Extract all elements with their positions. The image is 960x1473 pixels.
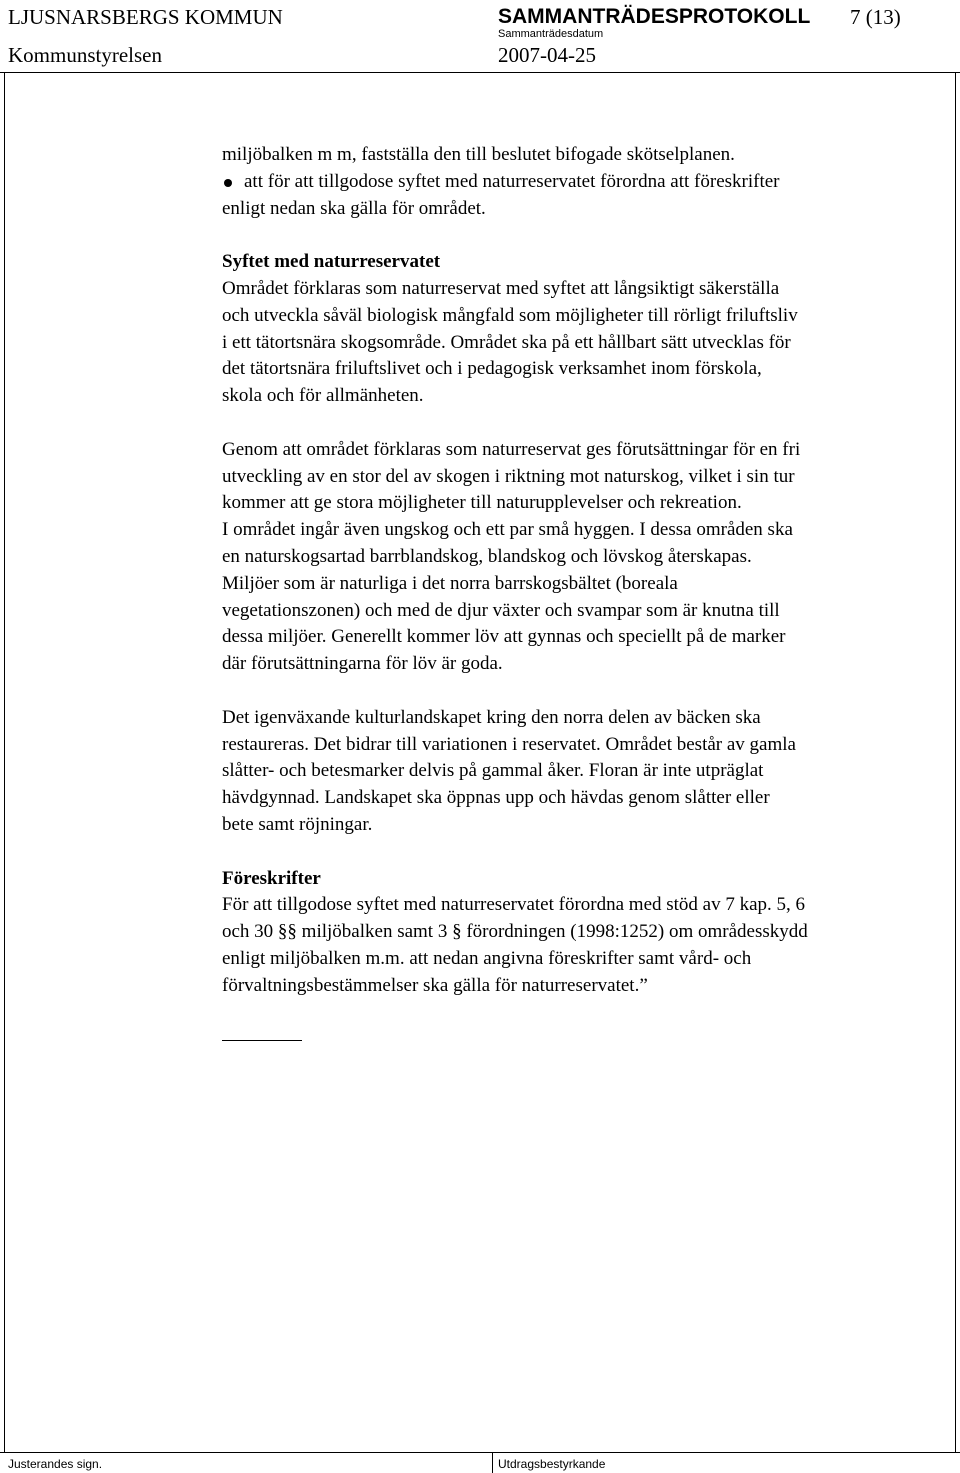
paragraph-line: Det igenväxande kulturlandskapet kring den norra delen av bäcken ska bbox=[222, 706, 761, 728]
bullet-text: att för att tillgodose syftet med naturreservatet förordna att föreskrifter bbox=[244, 170, 780, 192]
footer-separator bbox=[492, 1452, 493, 1473]
header-divider bbox=[0, 72, 960, 73]
section-heading-regulations: Föreskrifter bbox=[222, 867, 321, 889]
purpose-line: skola och för allmänheten. bbox=[222, 385, 424, 407]
section-heading-purpose: Syftet med naturreservatet bbox=[222, 251, 441, 273]
meeting-date: 2007-04-25 bbox=[498, 43, 596, 67]
paragraph-line: utveckling av en stor del av skogen i riktning mot naturskog, vilket i sin tur bbox=[222, 465, 795, 487]
end-of-section-rule bbox=[222, 1040, 302, 1041]
regulations-line: enligt miljöbalken m.m. att nedan angivna föreskrifter samt vård- och bbox=[222, 947, 752, 969]
footer-divider bbox=[0, 1452, 960, 1453]
signature-label: Justerandes sign. bbox=[8, 1457, 103, 1471]
paragraph-line: I området ingår även ungskog och ett par små hyggen. I dessa områden ska bbox=[222, 519, 793, 541]
paragraph-line: Genom att området förklaras som naturreservat ges förutsättningar för en fri bbox=[222, 438, 801, 460]
purpose-line: Området förklaras som naturreservat med syftet att långsiktigt säkerställa bbox=[222, 277, 780, 299]
purpose-line: det tätortsnära friluftslivet och i pedagogisk verksamhet inom förskola, bbox=[222, 358, 762, 380]
intro-line: miljöbalken m m, fastställa den till beslutet bifogade skötselplanen. bbox=[222, 144, 735, 165]
regulations-line: För att tillgodose syftet med naturreservatet förordna med stöd av 7 kap. 5, 6 bbox=[222, 894, 806, 916]
paragraph-line: dessa miljöer. Generellt kommer löv att gynnas och speciellt på de marker bbox=[222, 626, 786, 648]
organization-name: LJUSNARSBERGS KOMMUN bbox=[8, 5, 283, 29]
paragraph-line: en naturskogsartad barrblandskog, blandskog och lövskog återskapas. bbox=[222, 545, 752, 567]
bullet-icon bbox=[224, 179, 232, 187]
paragraph-line: slåtter- och betesmarker delvis på gammal åker. Floran är inte utpräglat bbox=[222, 760, 764, 782]
right-margin-line bbox=[955, 72, 956, 1452]
left-margin-line bbox=[4, 72, 5, 1452]
document-type: SAMMANTRÄDESPROTOKOLL bbox=[498, 5, 811, 28]
paragraph-line: restaureras. Det bidrar till variationen i reservatet. Området består av gamla bbox=[222, 733, 796, 755]
regulations-line: förvaltningsbestämmelser ska gälla för naturreservatet.” bbox=[222, 974, 648, 996]
purpose-line: och utveckla såväl biologisk mångfald som möjligheter till rörligt friluftsliv bbox=[222, 304, 798, 326]
paragraph-line: vegetationszonen) och med de djur växter och svampar som är knutna till bbox=[222, 599, 780, 621]
bullet-item bbox=[222, 169, 942, 196]
purpose-line: i ett tätortsnära skogsområde. Området ska på ett hållbart sätt utvecklas för bbox=[222, 331, 791, 353]
paragraph-line: hävdgynnad. Landskapet ska öppnas upp och hävdas genom slåtter eller bbox=[222, 787, 770, 809]
paragraph-line: där förutsättningarna för löv är goda. bbox=[222, 653, 503, 675]
meeting-date-label: Sammanträdesdatum bbox=[498, 28, 604, 40]
protocol-body bbox=[222, 142, 942, 1041]
committee-name: Kommunstyrelsen bbox=[8, 43, 162, 67]
paragraph-line: kommer att ge stora möjligheter till naturupplevelser och rekreation. bbox=[222, 492, 742, 514]
paragraph-line: Miljöer som är naturliga i det norra barrskogsbältet (boreala bbox=[222, 572, 678, 594]
regulations-line: och 30 §§ miljöbalken samt 3 § förordningen (1998:1252) om områdesskydd bbox=[222, 921, 808, 943]
bullet-continuation: enligt nedan ska gälla för området. bbox=[222, 197, 486, 219]
page-number: 7 (13) bbox=[850, 5, 901, 29]
paragraph-line: bete samt röjningar. bbox=[222, 813, 373, 835]
extract-certification-label: Utdragsbestyrkande bbox=[498, 1457, 606, 1471]
